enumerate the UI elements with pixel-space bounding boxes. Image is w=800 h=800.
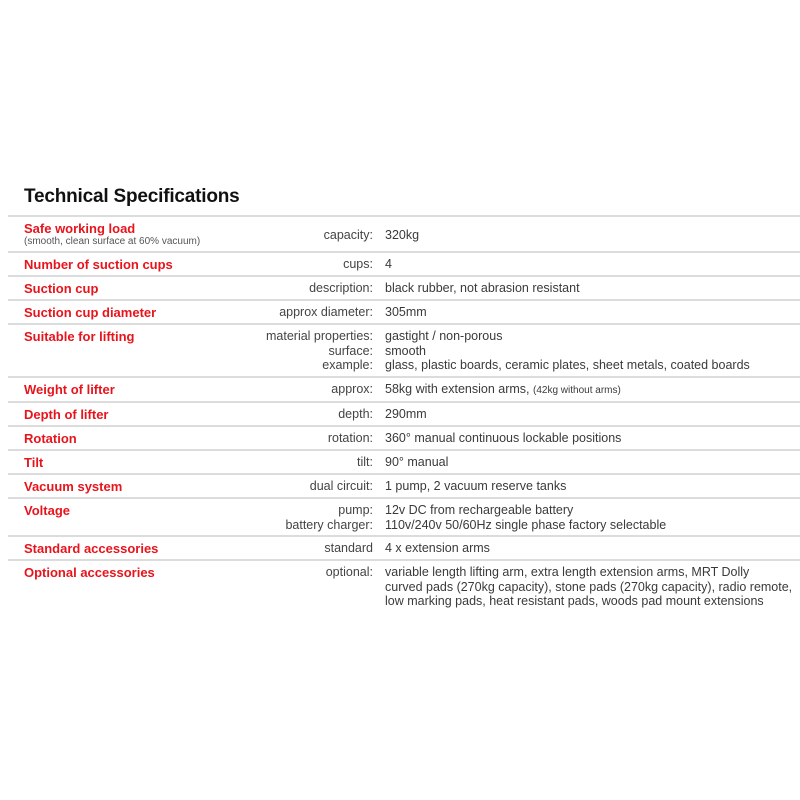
spec-label: Suction cup diameter	[24, 305, 157, 320]
spec-row-voltage	[8, 497, 800, 535]
spec-value: 12v DC from rechargeable battery	[385, 503, 574, 517]
spec-key: approx:	[331, 381, 373, 396]
spec-key: standard	[324, 541, 373, 555]
spec-row-weight-of-lifter	[8, 376, 800, 402]
spec-key: tilt:	[357, 455, 373, 469]
page-title: Technical Specifications	[24, 186, 240, 207]
spec-label: Rotation	[24, 431, 77, 446]
spec-label: Depth of lifter	[24, 407, 109, 422]
spec-label: Vacuum system	[24, 479, 123, 494]
spec-row-suction-cup	[8, 275, 800, 299]
spec-key: material properties:	[266, 329, 373, 343]
spec-row-standard-accessories	[8, 535, 800, 559]
spec-key: cups:	[343, 257, 373, 271]
spec-label: Suction cup	[24, 281, 99, 296]
spec-value-main: 58kg with extension arms,	[385, 381, 530, 396]
spec-row-suitable-for-lifting	[8, 323, 800, 376]
spec-value: 305mm	[385, 305, 427, 319]
spec-value: glass, plastic boards, ceramic plates, sheet metals, coated boards	[385, 358, 750, 372]
spec-value: low marking pads, heat resistant pads, woods pad mount extensions	[385, 594, 764, 608]
spec-label: Standard accessories	[24, 541, 159, 556]
spec-key: pump:	[338, 503, 373, 517]
spec-value: gastight / non-porous	[385, 329, 503, 343]
spec-label: Tilt	[24, 455, 44, 470]
spec-value: 4 x extension arms	[385, 541, 490, 555]
spec-key: dual circuit:	[309, 479, 373, 493]
spec-row-rotation	[8, 425, 800, 449]
spec-key: rotation:	[327, 431, 373, 445]
spec-row-safe-working-load	[8, 215, 800, 251]
spec-value-note: (42kg without arms)	[533, 384, 621, 396]
spec-row-vacuum-system	[8, 473, 800, 497]
spec-value: 320kg	[385, 228, 420, 242]
spec-row-tilt	[8, 449, 800, 473]
spec-label: Number of suction cups	[24, 257, 173, 272]
spec-key: example:	[322, 358, 373, 372]
spec-label: Suitable for lifting	[24, 329, 135, 344]
spec-value	[385, 382, 800, 399]
spec-value: black rubber, not abrasion resistant	[385, 281, 580, 295]
spec-key: depth:	[338, 407, 373, 421]
spec-value: curved pads (270kg capacity), stone pads (270kg capacity), radio remote,	[385, 579, 793, 594]
spec-value: variable length lifting arm, extra length extension arms, MRT Dolly	[385, 565, 750, 579]
spec-key: battery charger:	[285, 517, 373, 532]
spec-label: Safe working load	[24, 221, 136, 236]
spec-key: optional:	[325, 565, 373, 579]
spec-table	[8, 215, 800, 609]
spec-value: 90° manual	[385, 455, 449, 469]
spec-value: 290mm	[385, 407, 427, 421]
spec-value: 360° manual continuous lockable positions	[385, 431, 622, 445]
spec-row-suction-cup-diameter	[8, 299, 800, 323]
spec-label: Voltage	[24, 503, 70, 518]
spec-label: Optional accessories	[24, 565, 155, 580]
spec-value: 1 pump, 2 vacuum reserve tanks	[385, 479, 567, 493]
spec-value: smooth	[385, 343, 426, 358]
spec-key: approx diameter:	[279, 305, 373, 319]
spec-row-depth-of-lifter	[8, 401, 800, 425]
spec-key: capacity:	[323, 228, 373, 242]
spec-key: surface:	[328, 343, 373, 358]
spec-row-optional-accessories	[8, 559, 800, 609]
spec-value: 110v/240v 50/60Hz single phase factory selectable	[385, 517, 667, 532]
spec-value: 4	[385, 257, 392, 271]
spec-key: description:	[309, 281, 373, 295]
spec-label: Weight of lifter	[24, 381, 115, 397]
spec-sublabel: (smooth, clean surface at 60% vacuum)	[24, 236, 201, 247]
spec-row-number-of-suction-cups	[8, 251, 800, 275]
